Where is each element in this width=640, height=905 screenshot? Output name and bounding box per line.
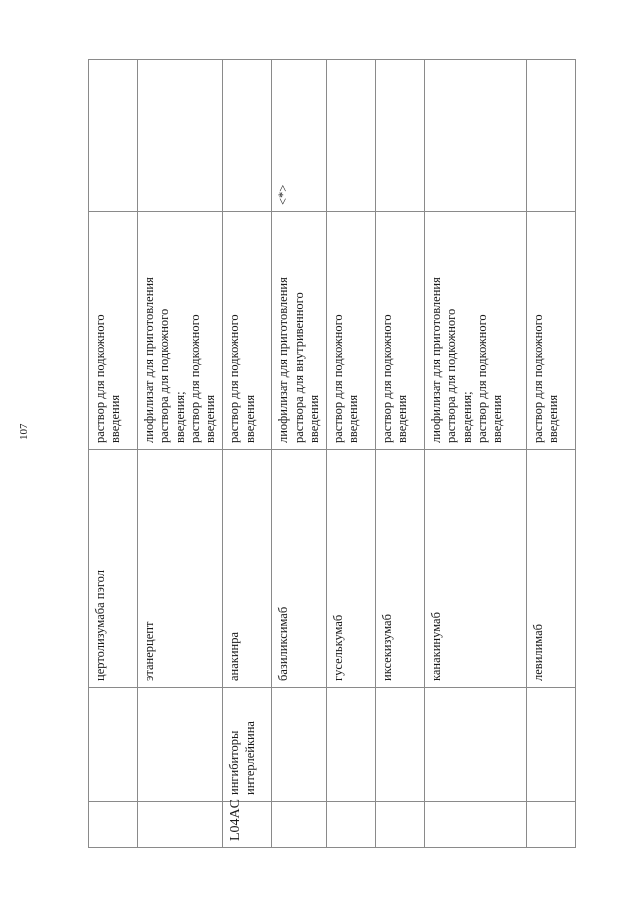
medicines-table xyxy=(88,59,576,848)
group-cell xyxy=(272,688,327,802)
atc-code-cell xyxy=(272,802,327,848)
dosage-form-line: раствора для подкожного xyxy=(444,308,459,443)
note-cell xyxy=(376,60,425,212)
dosage-form-line: введения xyxy=(490,394,504,443)
dosage-form-line: введения xyxy=(203,394,217,443)
rotated-table-container xyxy=(88,60,584,848)
group-line: интерлейкина xyxy=(242,721,257,795)
group-cell xyxy=(327,688,376,802)
atc-code-cell xyxy=(138,802,223,848)
dosage-form-line: раствор для подкожного xyxy=(187,314,202,443)
note-cell xyxy=(527,60,576,212)
page-number: 107 xyxy=(18,423,30,440)
atc-code-cell xyxy=(425,802,527,848)
dosage-form-line: раствор для подкожного xyxy=(93,314,107,443)
dosage-form-line: введения xyxy=(242,394,257,443)
dosage-form-line: раствора для подкожного xyxy=(157,308,172,443)
drug-name-cell: цертолизумаба пэгол xyxy=(89,450,138,688)
dosage-form-line: введения; xyxy=(172,391,187,443)
dosage-form-line: введения xyxy=(546,394,561,443)
dosage-form-cell xyxy=(89,212,138,450)
dosage-form-line: лиофилизат для приготовления xyxy=(142,277,156,443)
drug-name-cell: левилимаб xyxy=(527,450,576,688)
group-cell xyxy=(376,688,425,802)
dosage-form-line: раствор для подкожного xyxy=(380,314,394,443)
group-line: ингибиторы xyxy=(227,730,242,795)
dosage-form-cell xyxy=(223,212,272,450)
dosage-form-cell xyxy=(138,212,223,450)
dosage-form-line: введения xyxy=(346,394,361,443)
table-row xyxy=(376,60,425,848)
table-row xyxy=(425,60,527,848)
dosage-form-cell xyxy=(527,212,576,450)
drug-name-cell: базиликсимаб xyxy=(272,450,327,688)
table-row xyxy=(327,60,376,848)
table-row xyxy=(527,60,576,848)
dosage-form-cell xyxy=(272,212,327,450)
note-cell xyxy=(327,60,376,212)
dosage-form-line: раствор для подкожного xyxy=(531,314,545,443)
drug-name-cell: иксекизумаб xyxy=(376,450,425,688)
drug-name-cell: этанерцепт xyxy=(138,450,223,688)
dosage-form-line: введения xyxy=(395,394,410,443)
table-row xyxy=(272,60,327,848)
atc-code-cell xyxy=(376,802,425,848)
dosage-form-line: введения xyxy=(306,394,321,443)
drug-name-cell: канакинумаб xyxy=(425,450,527,688)
dosage-form-line: введения; xyxy=(459,391,474,443)
note-cell: <*> xyxy=(272,60,327,212)
dosage-form-cell xyxy=(425,212,527,450)
dosage-form-line: раствор для подкожного xyxy=(331,314,345,443)
table-row xyxy=(138,60,223,848)
atc-code-cell xyxy=(89,802,138,848)
dosage-form-line: раствора для внутривенного xyxy=(291,292,306,443)
dosage-form-line: раствор для подкожного xyxy=(227,314,242,443)
note-cell xyxy=(425,60,527,212)
dosage-form-line: раствор для подкожного xyxy=(474,314,489,443)
atc-code-cell xyxy=(327,802,376,848)
dosage-form-cell xyxy=(376,212,425,450)
table-row xyxy=(223,60,272,848)
note-cell xyxy=(138,60,223,212)
group-cell xyxy=(527,688,576,802)
note-cell xyxy=(223,60,272,212)
group-cell xyxy=(425,688,527,802)
group-cell xyxy=(223,688,272,802)
table-row xyxy=(89,60,138,848)
dosage-form-line: лиофилизат для приготовления xyxy=(276,277,291,443)
drug-name-cell: гуселькумаб xyxy=(327,450,376,688)
atc-code-cell xyxy=(527,802,576,848)
drug-name-cell: анакинра xyxy=(223,450,272,688)
dosage-form-line: лиофилизат для приготовления xyxy=(429,277,443,443)
atc-code-cell: L04AC xyxy=(223,802,272,848)
group-cell xyxy=(89,688,138,802)
dosage-form-line: введения xyxy=(108,394,123,443)
note-cell xyxy=(89,60,138,212)
dosage-form-cell xyxy=(327,212,376,450)
group-cell xyxy=(138,688,223,802)
